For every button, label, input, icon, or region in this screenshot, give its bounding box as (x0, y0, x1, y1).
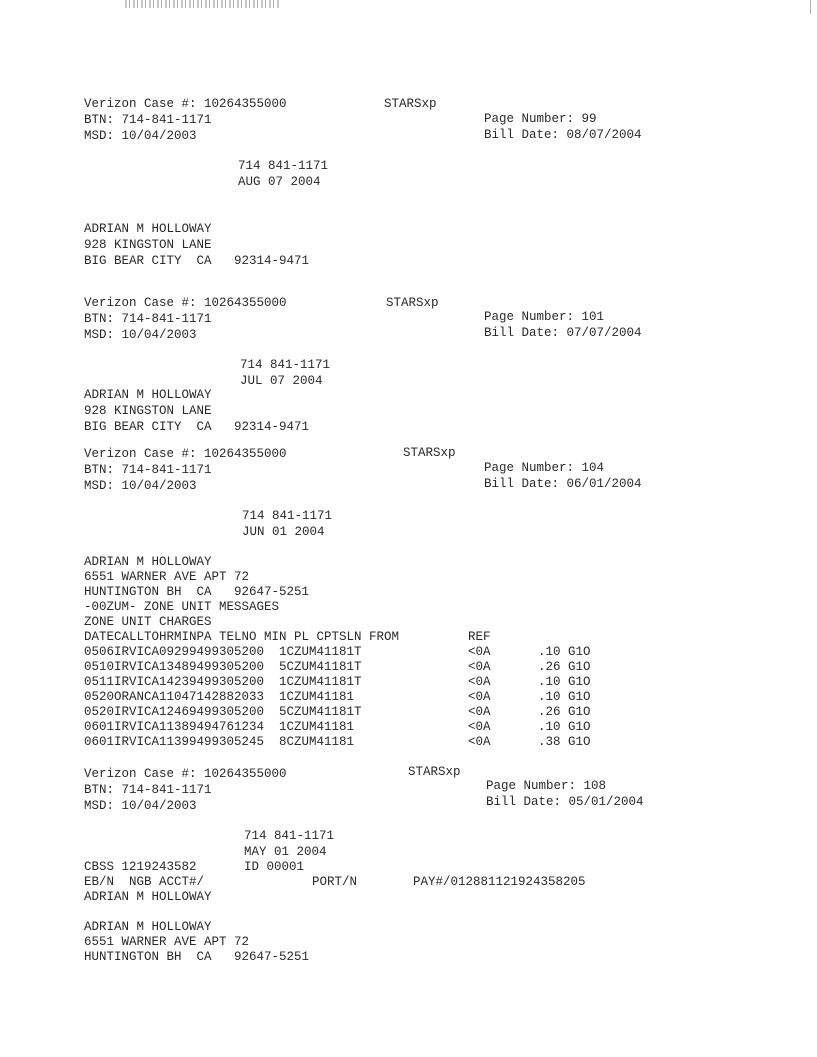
address-name: ADRIAN M HOLLOWAY (84, 388, 212, 402)
table-row-ref: <0A (468, 645, 491, 659)
id-number: ID 00001 (244, 860, 305, 874)
table-row-amount: .10 G1O (538, 690, 591, 704)
table-row-ref: <0A (468, 675, 491, 689)
table-row-ref: <0A (468, 720, 491, 734)
cbss-number: CBSS 1219243582 (84, 860, 197, 874)
page-number: Page Number: 104 (484, 461, 605, 475)
table-row: 0506IRVICA09299499305200 1CZUM41181T (84, 645, 362, 659)
system-name: STARSxp (403, 446, 456, 460)
phone-number: 714 841-1171 (244, 829, 335, 843)
address-city: HUNTINGTON BH CA 92647-5251 (84, 950, 310, 964)
address-name: ADRIAN M HOLLOWAY (84, 555, 212, 569)
statement-date: MAY 01 2004 (244, 845, 327, 859)
msd-date: MSD: 10/04/2003 (84, 328, 197, 342)
bill-date: Bill Date: 06/01/2004 (484, 477, 642, 491)
table-row: 0520IRVICA12469499305200 5CZUM41181T (84, 705, 362, 719)
address-street: 6551 WARNER AVE APT 72 (84, 935, 250, 949)
msd-date: MSD: 10/04/2003 (84, 129, 197, 143)
table-row-amount: .38 G1O (538, 735, 591, 749)
scan-artifact (125, 0, 280, 8)
table-header: DATECALLTOHRMINPA TELNO MIN PL CPTSLN FROM (84, 630, 400, 644)
system-name: STARSxp (386, 296, 439, 310)
page-number: Page Number: 108 (486, 779, 607, 793)
table-row: 0511IRVICA14239499305200 1CZUM41181T (84, 675, 362, 689)
table-row: 0601IRVICA11389494761234 1CZUM41181 (84, 720, 355, 734)
scan-artifact-corner (810, 0, 817, 14)
address-name: ADRIAN M HOLLOWAY (84, 920, 212, 934)
phone-number: 714 841-1171 (238, 159, 329, 173)
table-row-amount: .26 G1O (538, 660, 591, 674)
page-number: Page Number: 99 (484, 112, 597, 126)
table-row-ref: <0A (468, 690, 491, 704)
pay-number: PAY#/012881121924358205 (413, 875, 586, 889)
address-street: 928 KINGSTON LANE (84, 404, 212, 418)
phone-number: 714 841-1171 (242, 509, 333, 523)
statement-date: AUG 07 2004 (238, 175, 321, 189)
system-name: STARSxp (408, 765, 461, 779)
msd-date: MSD: 10/04/2003 (84, 479, 197, 493)
statement-date: JUL 07 2004 (240, 374, 323, 388)
address-city: BIG BEAR CITY CA 92314-9471 (84, 420, 310, 434)
btn-number: BTN: 714-841-1171 (84, 113, 212, 127)
btn-number: BTN: 714-841-1171 (84, 463, 212, 477)
address-street: 6551 WARNER AVE APT 72 (84, 570, 250, 584)
phone-number: 714 841-1171 (240, 358, 331, 372)
statement-date: JUN 01 2004 (242, 525, 325, 539)
table-row: 0601IRVICA11399499305245 8CZUM41181 (84, 735, 355, 749)
address-street: 928 KINGSTON LANE (84, 238, 212, 252)
ngb-account: EB/N NGB ACCT#/ (84, 875, 205, 889)
address-city: HUNTINGTON BH CA 92647-5251 (84, 585, 310, 599)
table-row-amount: .26 G1O (538, 705, 591, 719)
zone-unit-charges: ZONE UNIT CHARGES (84, 615, 212, 629)
table-row: 0510IRVICA13489499305200 5CZUM41181T (84, 660, 362, 674)
table-row: 0520ORANCA11047142882033 1CZUM41181 (84, 690, 355, 704)
btn-number: BTN: 714-841-1171 (84, 783, 212, 797)
case-number: Verizon Case #: 10264355000 (84, 767, 287, 781)
address-city: BIG BEAR CITY CA 92314-9471 (84, 254, 310, 268)
table-row-ref: <0A (468, 705, 491, 719)
table-row-amount: .10 G1O (538, 675, 591, 689)
bill-date: Bill Date: 05/01/2004 (486, 795, 644, 809)
table-row-ref: <0A (468, 735, 491, 749)
case-number: Verizon Case #: 10264355000 (84, 97, 287, 111)
table-row-amount: .10 G1O (538, 645, 591, 659)
page-number: Page Number: 101 (484, 310, 605, 324)
bill-date: Bill Date: 07/07/2004 (484, 326, 642, 340)
msd-date: MSD: 10/04/2003 (84, 799, 197, 813)
system-name: STARSxp (384, 97, 437, 111)
table-row-ref: <0A (468, 660, 491, 674)
table-row-amount: .10 G1O (538, 720, 591, 734)
address-name: ADRIAN M HOLLOWAY (84, 222, 212, 236)
case-number: Verizon Case #: 10264355000 (84, 296, 287, 310)
btn-number: BTN: 714-841-1171 (84, 312, 212, 326)
ref-header: REF (468, 630, 491, 644)
case-number: Verizon Case #: 10264355000 (84, 447, 287, 461)
zone-unit-messages: -00ZUM- ZONE UNIT MESSAGES (84, 600, 280, 614)
port-number: PORT/N (312, 875, 358, 889)
account-name: ADRIAN M HOLLOWAY (84, 890, 212, 904)
bill-date: Bill Date: 08/07/2004 (484, 128, 642, 142)
